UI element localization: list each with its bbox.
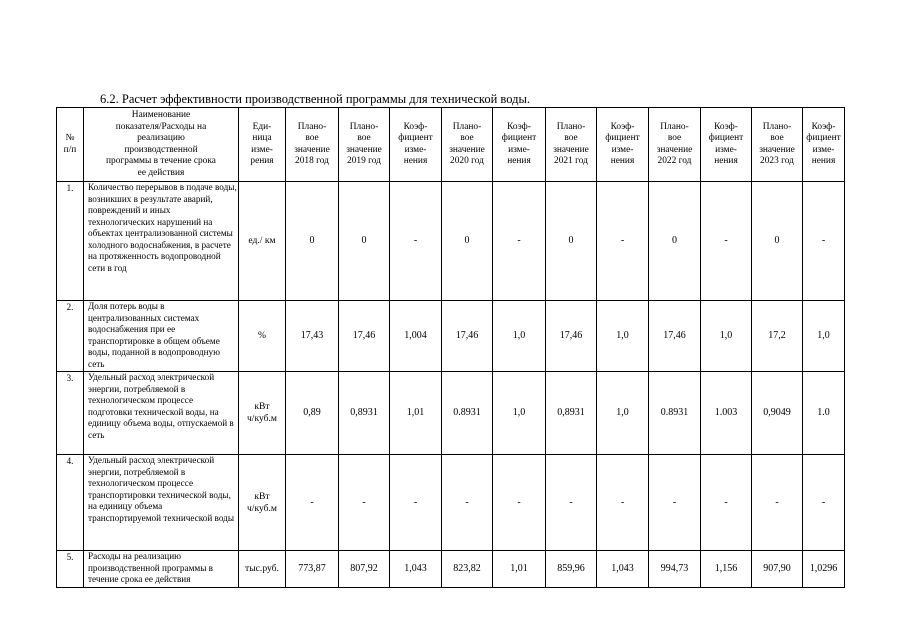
cell-coef-2022: 1,156 [701, 551, 752, 588]
cell-plan-2018: - [286, 455, 339, 551]
row-indicator-name: Удельный расход электрической энергии, потребляемой в технологическом процессе транспортировки технической воды, на единицу объема транспортируемой технической воды [84, 455, 239, 551]
cell-plan-2019: - [339, 455, 390, 551]
cell-coef-2022: - [701, 455, 752, 551]
cell-coef-2022: 1,0 [701, 301, 752, 372]
cell-coef-2021: 1,0 [597, 372, 649, 455]
row-number: 1. [57, 182, 84, 301]
row-indicator-name: Доля потерь воды в централизованных системах водоснабжения при ее транспортировке в общем объеме воды, поданной в водопроводную сеть [84, 301, 239, 372]
cell-coef-2022: 1.003 [701, 372, 752, 455]
table-row [57, 301, 845, 372]
cell-coef-2020: 1,01 [493, 551, 546, 588]
col-header-plan-2022: Плано- вое значение 2022 год [649, 108, 701, 182]
cell-plan-2023: - [752, 455, 803, 551]
cell-coef-2021: - [597, 182, 649, 301]
row-number: 4. [57, 455, 84, 551]
cell-plan-2019: 0 [339, 182, 390, 301]
cell-coef-2021: - [597, 455, 649, 551]
cell-plan-2018: 773,87 [286, 551, 339, 588]
col-header-coef-2020: Коэф- фициент изме- нения [493, 108, 546, 182]
col-header-plan-2021: Плано- вое значение 2021 год [546, 108, 597, 182]
cell-coef-2019: 1,01 [390, 372, 442, 455]
col-header-plan-2023: Плано- вое значение 2023 год [752, 108, 803, 182]
col-header-unit: Еди- ница изме- рения [239, 108, 286, 182]
col-header-plan-2018: Плано- вое значение 2018 год [286, 108, 339, 182]
cell-coef-2019: 1,043 [390, 551, 442, 588]
col-header-coef-2019: Коэф- фициент изме- нения [390, 108, 442, 182]
cell-plan-2020: 0 [442, 182, 493, 301]
cell-coef-2023: - [803, 182, 845, 301]
cell-coef-2022: - [701, 182, 752, 301]
cell-plan-2020: 823,82 [442, 551, 493, 588]
cell-plan-2020: - [442, 455, 493, 551]
row-unit: % [239, 301, 286, 372]
cell-plan-2023: 17,2 [752, 301, 803, 372]
row-unit: тыс.руб. [239, 551, 286, 588]
table-row [57, 182, 845, 301]
cell-coef-2019: - [390, 182, 442, 301]
cell-coef-2020: 1,0 [493, 301, 546, 372]
row-number: 2. [57, 301, 84, 372]
row-unit: ед./ км [239, 182, 286, 301]
row-unit: кВт ч/куб.м [239, 372, 286, 455]
cell-plan-2023: 0,9049 [752, 372, 803, 455]
cell-plan-2023: 0 [752, 182, 803, 301]
cell-plan-2021: 17,46 [546, 301, 597, 372]
col-header-plan-2019: Плано- вое значение 2019 год [339, 108, 390, 182]
cell-coef-2019: - [390, 455, 442, 551]
cell-plan-2020: 0.8931 [442, 372, 493, 455]
cell-coef-2020: - [493, 182, 546, 301]
col-header-indicator: Наименование показателя/Расходы на реализацию производственной программы в течение срока ее действия [84, 108, 239, 182]
row-number: 3. [57, 372, 84, 455]
col-header-coef-2023: Коэф- фициент изме- нения [803, 108, 845, 182]
cell-plan-2021: 859,96 [546, 551, 597, 588]
table-row [57, 455, 845, 551]
cell-plan-2019: 17,46 [339, 301, 390, 372]
cell-plan-2018: 0,89 [286, 372, 339, 455]
col-header-coef-2022: Коэф- фициент изме- нения [701, 108, 752, 182]
cell-coef-2021: 1,0 [597, 301, 649, 372]
cell-plan-2023: 907,90 [752, 551, 803, 588]
col-header-coef-2021: Коэф- фициент изме- нения [597, 108, 649, 182]
row-number: 5. [57, 551, 84, 588]
cell-plan-2021: 0,8931 [546, 372, 597, 455]
section-title: 6.2. Расчет эффективности производственной программы для технической воды. [100, 92, 531, 106]
cell-plan-2019: 807,92 [339, 551, 390, 588]
cell-plan-2020: 17,46 [442, 301, 493, 372]
cell-plan-2022: 0.8931 [649, 372, 701, 455]
cell-coef-2023: 1.0 [803, 372, 845, 455]
table-row [57, 372, 845, 455]
cell-coef-2020: - [493, 455, 546, 551]
table-row [57, 551, 845, 588]
cell-coef-2023: 1,0296 [803, 551, 845, 588]
header-row [57, 108, 845, 182]
cell-plan-2018: 0 [286, 182, 339, 301]
cell-plan-2021: - [546, 455, 597, 551]
cell-plan-2022: 0 [649, 182, 701, 301]
cell-plan-2018: 17,43 [286, 301, 339, 372]
row-indicator-name: Количество перерывов в подаче воды, возникших в результате аварий, повреждений и иных технологических нарушений на объектах централизованной системы холодного водоснабжения, в расчете на протяженность водопроводной сети в год [84, 182, 239, 301]
cell-plan-2021: 0 [546, 182, 597, 301]
cell-coef-2019: 1,004 [390, 301, 442, 372]
col-header-plan-2020: Плано- вое значение 2020 год [442, 108, 493, 182]
cell-plan-2022: - [649, 455, 701, 551]
col-header-number: № п/п [57, 108, 84, 182]
cell-coef-2023: - [803, 455, 845, 551]
efficiency-table [56, 107, 845, 588]
row-indicator-name: Расходы на реализацию производственной программы в течение срока ее действия [84, 551, 239, 588]
cell-plan-2022: 17,46 [649, 301, 701, 372]
cell-coef-2020: 1,0 [493, 372, 546, 455]
cell-plan-2022: 994,73 [649, 551, 701, 588]
row-indicator-name: Удельный расход электрической энергии, потребляемой в технологическом процессе подготовки технической воды, на единицу объема воды, отпускаемой в сеть [84, 372, 239, 455]
cell-plan-2019: 0,8931 [339, 372, 390, 455]
cell-coef-2023: 1,0 [803, 301, 845, 372]
row-unit: кВт ч/куб.м [239, 455, 286, 551]
cell-coef-2021: 1,043 [597, 551, 649, 588]
